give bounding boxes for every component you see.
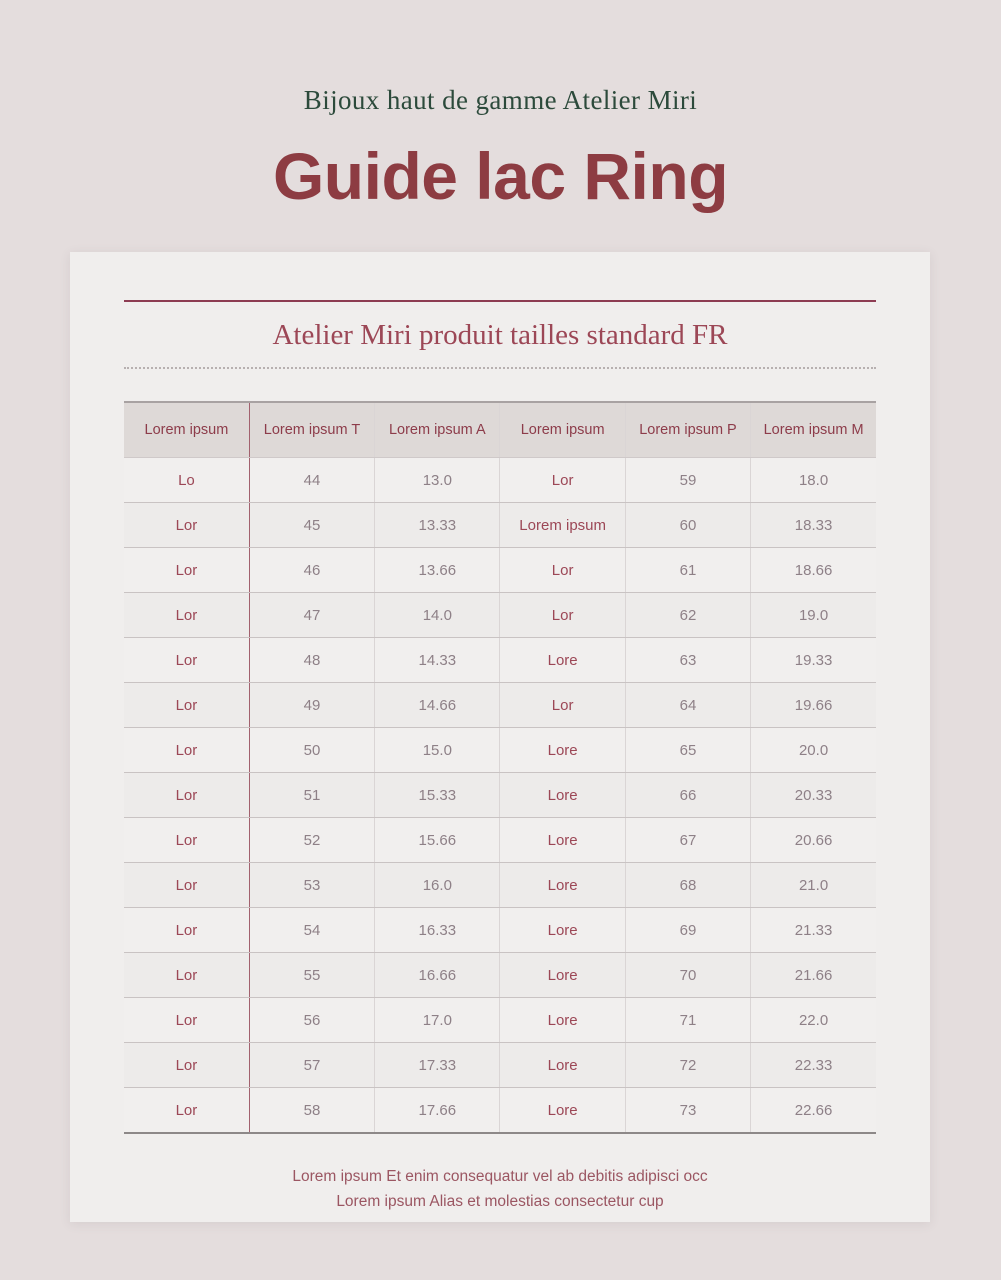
table-row [124,953,876,998]
table-row [124,728,876,773]
brand-eyebrow: Bijoux haut de gamme Atelier Miri [303,85,698,115]
table-cell: Lor [500,548,625,593]
table-header-row [124,402,876,458]
table-cell: Lor [124,593,249,638]
table-cell: 67 [625,818,750,863]
table-row [124,638,876,683]
table-cell: Lore [500,773,625,818]
footer-line-1: Lorem ipsum Et enim consequatur vel ab debitis adipisci occ [292,1167,708,1185]
table-cell: 56 [249,998,374,1043]
table-column-header: Lorem ipsum P [625,402,750,458]
table-cell: Lore [500,998,625,1043]
table-cell: 15.0 [375,728,500,773]
table-cell: 17.33 [375,1043,500,1088]
table-cell: 60 [625,503,750,548]
table-cell: 14.66 [375,683,500,728]
table-cell: Lore [500,953,625,998]
table-row [124,1043,876,1088]
table-cell: 54 [249,908,374,953]
table-cell: Lor [124,1043,249,1088]
content-card [70,252,930,1222]
table-cell: 13.0 [375,458,500,503]
table-cell: Lor [500,683,625,728]
size-table [124,401,876,1134]
table-row [124,773,876,818]
table-cell: Lore [500,638,625,683]
table-row [124,908,876,953]
table-cell: 15.33 [375,773,500,818]
table-cell: 48 [249,638,374,683]
table-cell: 68 [625,863,750,908]
table-cell: 13.66 [375,548,500,593]
table-cell: Lo [124,458,249,503]
table-column-header: Lorem ipsum [124,402,249,458]
table-cell: Lor [124,863,249,908]
table-column-header: Lorem ipsum A [375,402,500,458]
table-head [124,402,876,458]
card-footer [124,1164,876,1215]
table-cell: 53 [249,863,374,908]
footer-line-2: Lorem ipsum Alias et molestias consectetur cup [336,1193,664,1211]
table-cell: 71 [625,998,750,1043]
table-cell: Lor [124,728,249,773]
table-row [124,458,876,503]
table-row [124,998,876,1043]
table-cell: 66 [625,773,750,818]
table-cell: 13.33 [375,503,500,548]
table-cell: 49 [249,683,374,728]
table-cell: Lor [124,953,249,998]
table-row [124,503,876,548]
table-cell: 20.66 [751,818,876,863]
table-cell: 51 [249,773,374,818]
table-cell: 72 [625,1043,750,1088]
table-cell: Lore [500,863,625,908]
table-cell: 17.66 [375,1088,500,1133]
table-row [124,1088,876,1133]
table-cell: 62 [625,593,750,638]
table-row [124,548,876,593]
divider-rule-dotted [124,367,876,369]
table-cell: Lore [500,1043,625,1088]
table-cell: Lor [124,773,249,818]
table-cell: 17.0 [375,998,500,1043]
page-title: Guide lac Ring [272,139,729,214]
table-cell: 16.66 [375,953,500,998]
table-cell: 45 [249,503,374,548]
table-row [124,683,876,728]
table-cell: 50 [249,728,374,773]
table-cell: Lor [124,548,249,593]
table-cell: 21.66 [751,953,876,998]
table-cell: 52 [249,818,374,863]
table-cell: 69 [625,908,750,953]
table-cell: 16.33 [375,908,500,953]
table-cell: Lor [124,638,249,683]
table-cell: 58 [249,1088,374,1133]
size-table-wrapper [124,401,876,1134]
table-cell: 64 [625,683,750,728]
table-cell: 57 [249,1043,374,1088]
table-cell: Lor [124,998,249,1043]
table-cell: Lorem ipsum [500,503,625,548]
table-cell: 19.0 [751,593,876,638]
table-cell: Lor [500,458,625,503]
table-cell: Lor [124,683,249,728]
table-cell: 46 [249,548,374,593]
table-cell: Lor [500,593,625,638]
section-title: Atelier Miri produit tailles standard FR [272,319,728,351]
table-cell: Lore [500,1088,625,1133]
table-cell: Lor [124,1088,249,1133]
table-cell: 18.66 [751,548,876,593]
table-column-header: Lorem ipsum M [751,402,876,458]
table-cell: Lore [500,818,625,863]
table-row [124,818,876,863]
table-cell: 14.0 [375,593,500,638]
table-cell: 47 [249,593,374,638]
table-cell: 20.33 [751,773,876,818]
table-cell: 18.0 [751,458,876,503]
table-row [124,593,876,638]
table-cell: 16.0 [375,863,500,908]
table-cell: 61 [625,548,750,593]
table-cell: 21.0 [751,863,876,908]
table-cell: Lor [124,908,249,953]
table-cell: 18.33 [751,503,876,548]
table-cell: 73 [625,1088,750,1133]
table-cell: 22.33 [751,1043,876,1088]
table-cell: Lore [500,728,625,773]
table-cell: 65 [625,728,750,773]
table-cell: 59 [625,458,750,503]
table-cell: 21.33 [751,908,876,953]
table-cell: 22.0 [751,998,876,1043]
table-row [124,863,876,908]
page-header [0,0,1001,212]
table-cell: Lore [500,908,625,953]
table-cell: Lor [124,818,249,863]
table-column-header: Lorem ipsum [500,402,625,458]
table-cell: 22.66 [751,1088,876,1133]
table-cell: 20.0 [751,728,876,773]
table-cell: 19.33 [751,638,876,683]
table-cell: 14.33 [375,638,500,683]
table-cell: 70 [625,953,750,998]
table-cell: 55 [249,953,374,998]
table-body [124,458,876,1133]
table-cell: 19.66 [751,683,876,728]
table-cell: 63 [625,638,750,683]
table-cell: 15.66 [375,818,500,863]
table-column-header: Lorem ipsum T [249,402,374,458]
table-cell: 44 [249,458,374,503]
table-cell: Lor [124,503,249,548]
